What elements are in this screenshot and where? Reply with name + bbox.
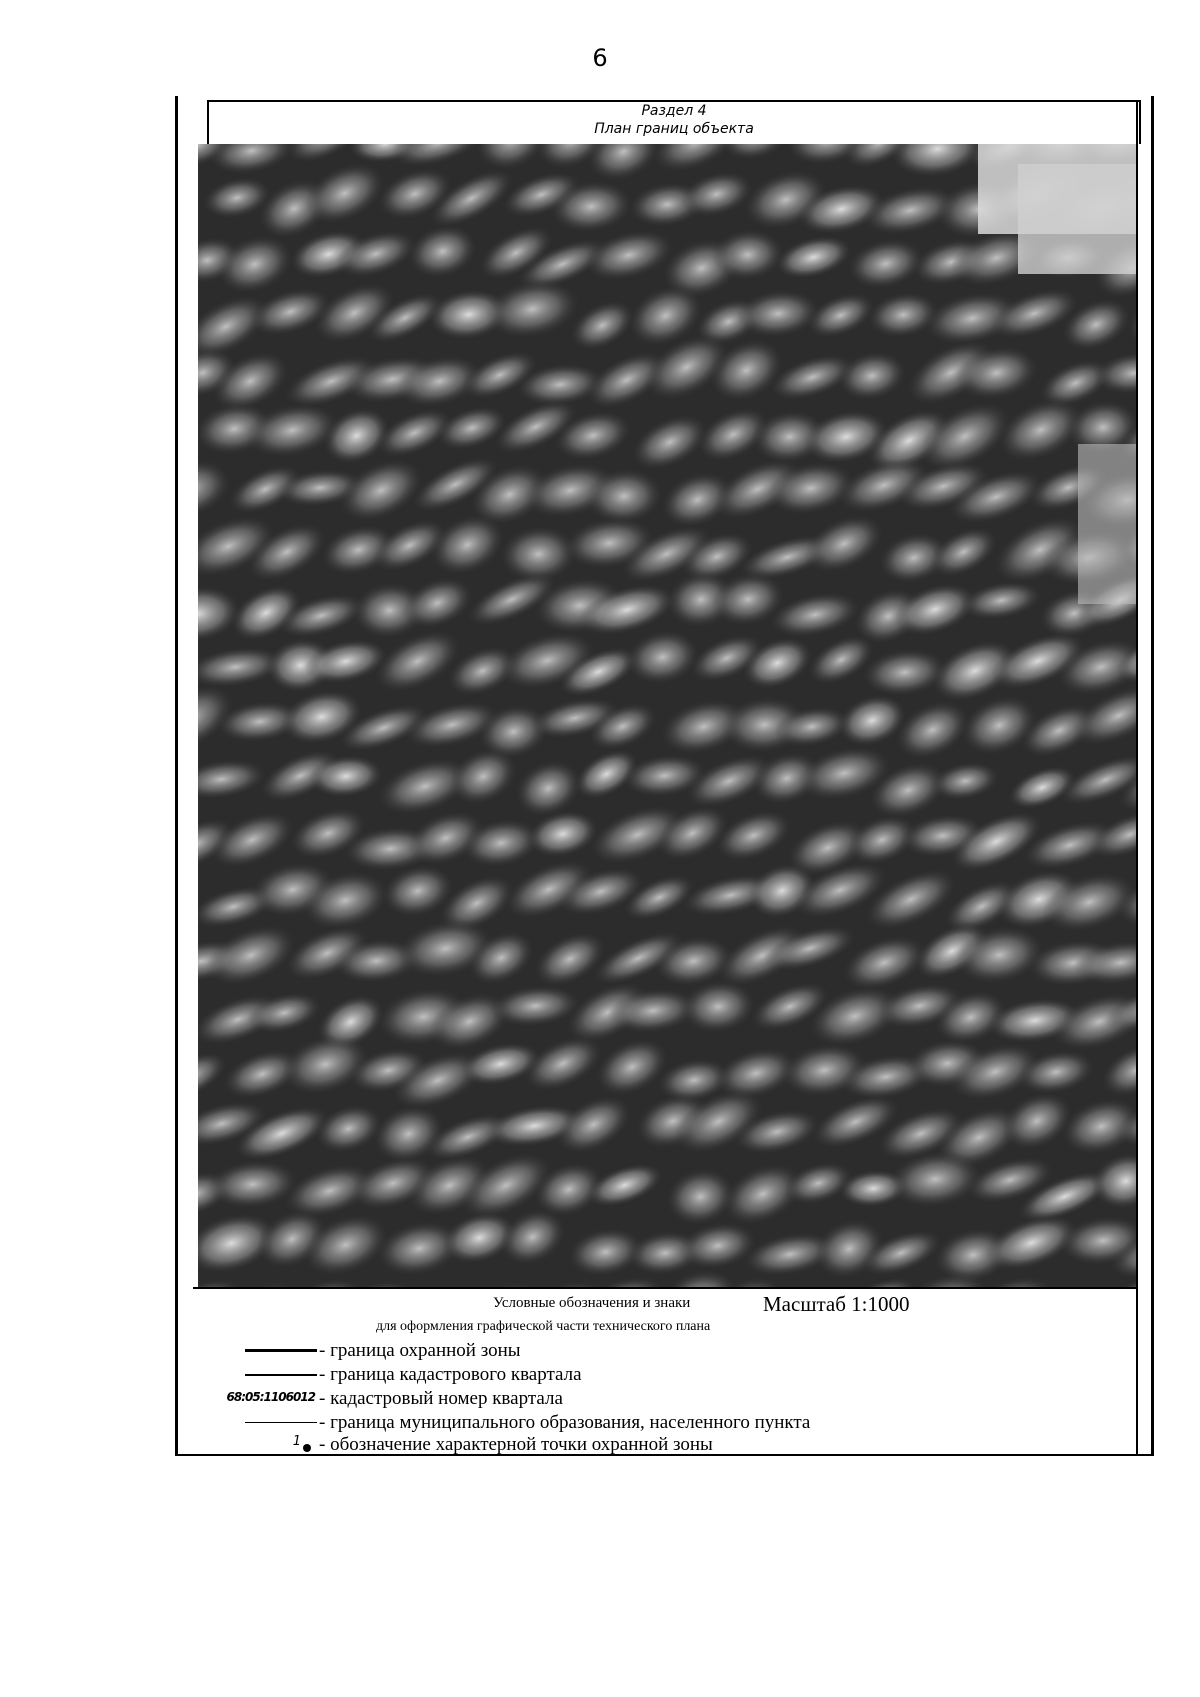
cadastral-number-sample: 68:05:1106012 xyxy=(226,1390,315,1404)
legend-item-protection-zone xyxy=(193,1338,1136,1364)
boundary-plan-map xyxy=(198,144,1136,1287)
page-number: 6 xyxy=(592,44,608,72)
map-noise-pattern xyxy=(198,144,1136,1287)
thin-line-symbol xyxy=(213,1362,317,1388)
section-header xyxy=(207,102,1141,138)
section-subtitle: План границ объекта xyxy=(594,121,754,137)
legend-item-cadastral-number xyxy=(193,1386,1136,1412)
legend-subheading: для оформления графической части технического плана xyxy=(376,1319,711,1334)
legend-heading: Условные обозначения и знаки xyxy=(493,1295,691,1311)
legend-item-label: - кадастровый номер квартала xyxy=(319,1388,563,1409)
legend-item-label: - обозначение характерной точки охранной зоны xyxy=(319,1434,713,1455)
legend-block xyxy=(193,1287,1136,1454)
section-title: Раздел 4 xyxy=(641,103,707,119)
legend-item-characteristic-point xyxy=(193,1432,1136,1458)
point-dot-icon xyxy=(303,1444,311,1452)
legend-item-label: - граница муниципального образования, населенного пункта xyxy=(319,1412,811,1433)
inner-frame-right-border xyxy=(1136,100,1138,1454)
point-number-sample: 1 xyxy=(292,1434,301,1449)
map-scale: Масштаб 1:1000 xyxy=(763,1292,910,1316)
legend-item-cadastral-quarter-boundary xyxy=(193,1362,1136,1388)
legend-item-label: - граница охранной зоны xyxy=(319,1340,521,1361)
thick-line-symbol xyxy=(213,1338,317,1364)
legend-item-label: - граница кадастрового квартала xyxy=(319,1364,582,1385)
cadastral-number-symbol xyxy=(213,1386,317,1412)
point-symbol xyxy=(213,1432,317,1458)
